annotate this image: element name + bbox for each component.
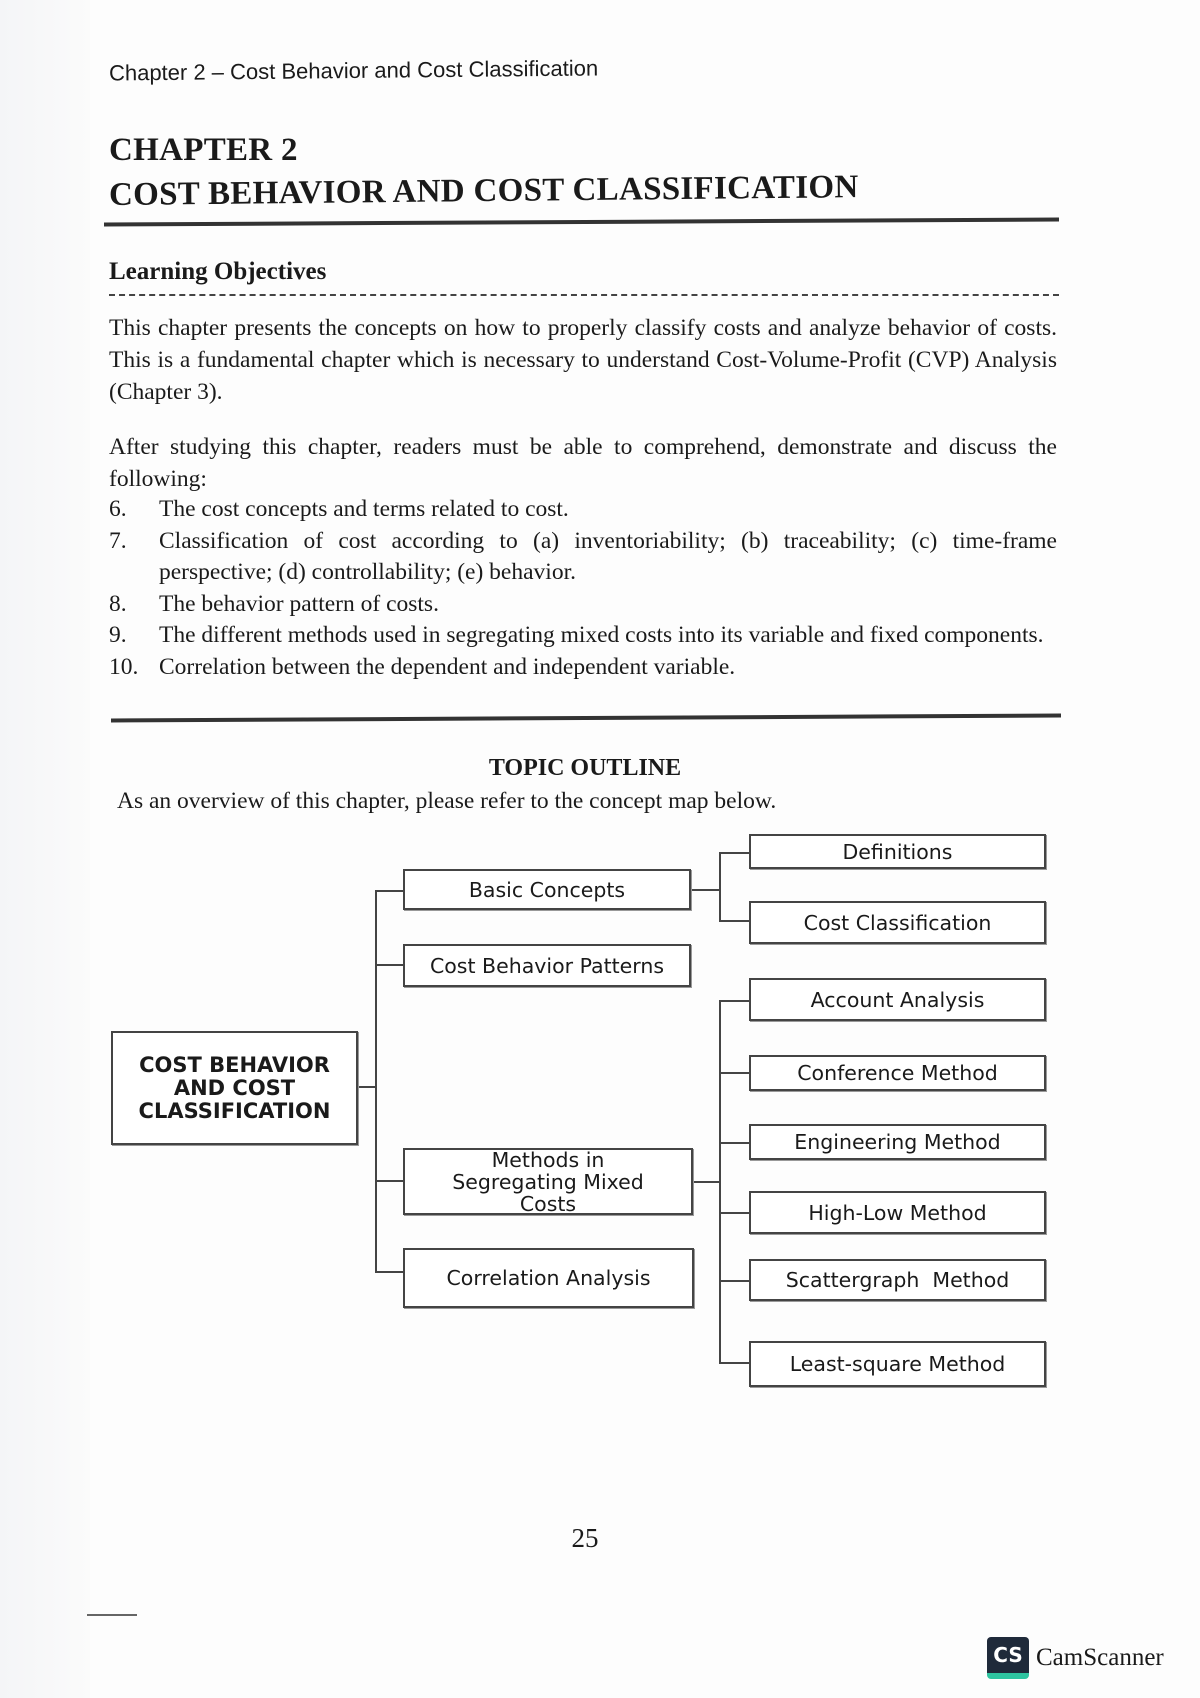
connector (719, 1362, 749, 1364)
page-number: 25 (571, 1523, 599, 1553)
connector (375, 1180, 403, 1182)
section-rule (111, 714, 1061, 723)
item-number: 10. (109, 653, 139, 680)
list-item (109, 620, 1057, 652)
topic-outline-heading: TOPIC OUTLINE (488, 755, 682, 781)
learning-objectives-heading: Learning Objectives (109, 258, 327, 285)
chapter-number: CHAPTER 2 (109, 132, 298, 168)
connector (375, 890, 403, 892)
scan-shadow (0, 0, 90, 1698)
concept-methods-segregating: Methods in Segregating Mixed Costs (403, 1148, 693, 1215)
connector (375, 890, 377, 1272)
lead-paragraph: After studying this chapter, readers must be able to comprehend, demonstrate and discuss the following: (109, 434, 1057, 492)
running-header: Chapter 2 – Cost Behavior and Cost Classification (108, 55, 599, 86)
list-item (109, 589, 1057, 621)
objectives-list (109, 494, 1057, 683)
concept-account-analysis: Account Analysis (749, 978, 1046, 1021)
item-number: 7. (109, 527, 127, 554)
concept-least-square-method: Least-square Method (749, 1341, 1046, 1387)
camscanner-text: CamScanner (1036, 1644, 1164, 1671)
list-item (109, 494, 1057, 526)
list-item (109, 526, 1057, 589)
title-rule (104, 217, 1059, 226)
connector (691, 889, 719, 891)
intro-paragraph: This chapter presents the concepts on how to properly classify costs and analyze behavior of costs. This is a fundamental chapter which is necessary to understand Cost-Volume-Profit (CVP) Analysis (Chapter 3). (109, 315, 1057, 405)
connector (719, 1000, 721, 1364)
dashed-divider (109, 294, 1059, 296)
concept-high-low-method: High-Low Method (749, 1191, 1046, 1234)
camscanner-watermark (987, 1637, 1164, 1679)
list-item (109, 652, 1057, 684)
chapter-title: COST BEHAVIOR AND COST CLASSIFICATION (108, 169, 859, 213)
camscanner-logo-icon: CS (987, 1637, 1029, 1679)
item-text: The cost concepts and terms related to cost. (159, 496, 569, 522)
concept-definitions: Definitions (749, 834, 1046, 869)
concept-root: COST BEHAVIOR AND COST CLASSIFICATION (111, 1031, 358, 1145)
item-text: The different methods used in segregating mixed costs into its variable and fixed components. (159, 622, 1044, 648)
concept-basic-concepts: Basic Concepts (403, 869, 691, 910)
scan-mark (87, 1614, 137, 1616)
connector (693, 1181, 719, 1183)
connector (719, 920, 749, 922)
connector (719, 1280, 749, 1282)
item-text: The behavior pattern of costs. (159, 590, 439, 617)
connector (719, 852, 721, 922)
item-text: Correlation between the dependent and independent variable. (159, 653, 736, 680)
connector (375, 964, 403, 966)
connector (358, 1086, 375, 1088)
item-number: 8. (109, 590, 127, 617)
connector (719, 1000, 749, 1002)
connector (719, 852, 749, 854)
concept-engineering-method: Engineering Method (749, 1124, 1046, 1160)
concept-scattergraph-method: Scattergraph Method (749, 1259, 1046, 1301)
connector (719, 1142, 749, 1144)
concept-cost-behavior-patterns: Cost Behavior Patterns (403, 944, 691, 987)
item-number: 6. (109, 496, 127, 522)
concept-conference-method: Conference Method (749, 1055, 1046, 1091)
concept-cost-classification: Cost Classification (749, 901, 1046, 944)
connector (375, 1271, 403, 1273)
topic-outline-intro: As an overview of this chapter, please refer to the concept map below. (117, 788, 777, 814)
item-number: 9. (109, 622, 127, 648)
item-text: Classification of cost according to (a) inventoriability; (b) traceability; (c) time-frame perspective; (d) controllability; (e) behavior. (159, 527, 1057, 585)
concept-correlation-analysis: Correlation Analysis (403, 1248, 694, 1308)
connector (719, 1072, 749, 1074)
connector (719, 1212, 749, 1214)
chapter-heading (109, 128, 859, 218)
